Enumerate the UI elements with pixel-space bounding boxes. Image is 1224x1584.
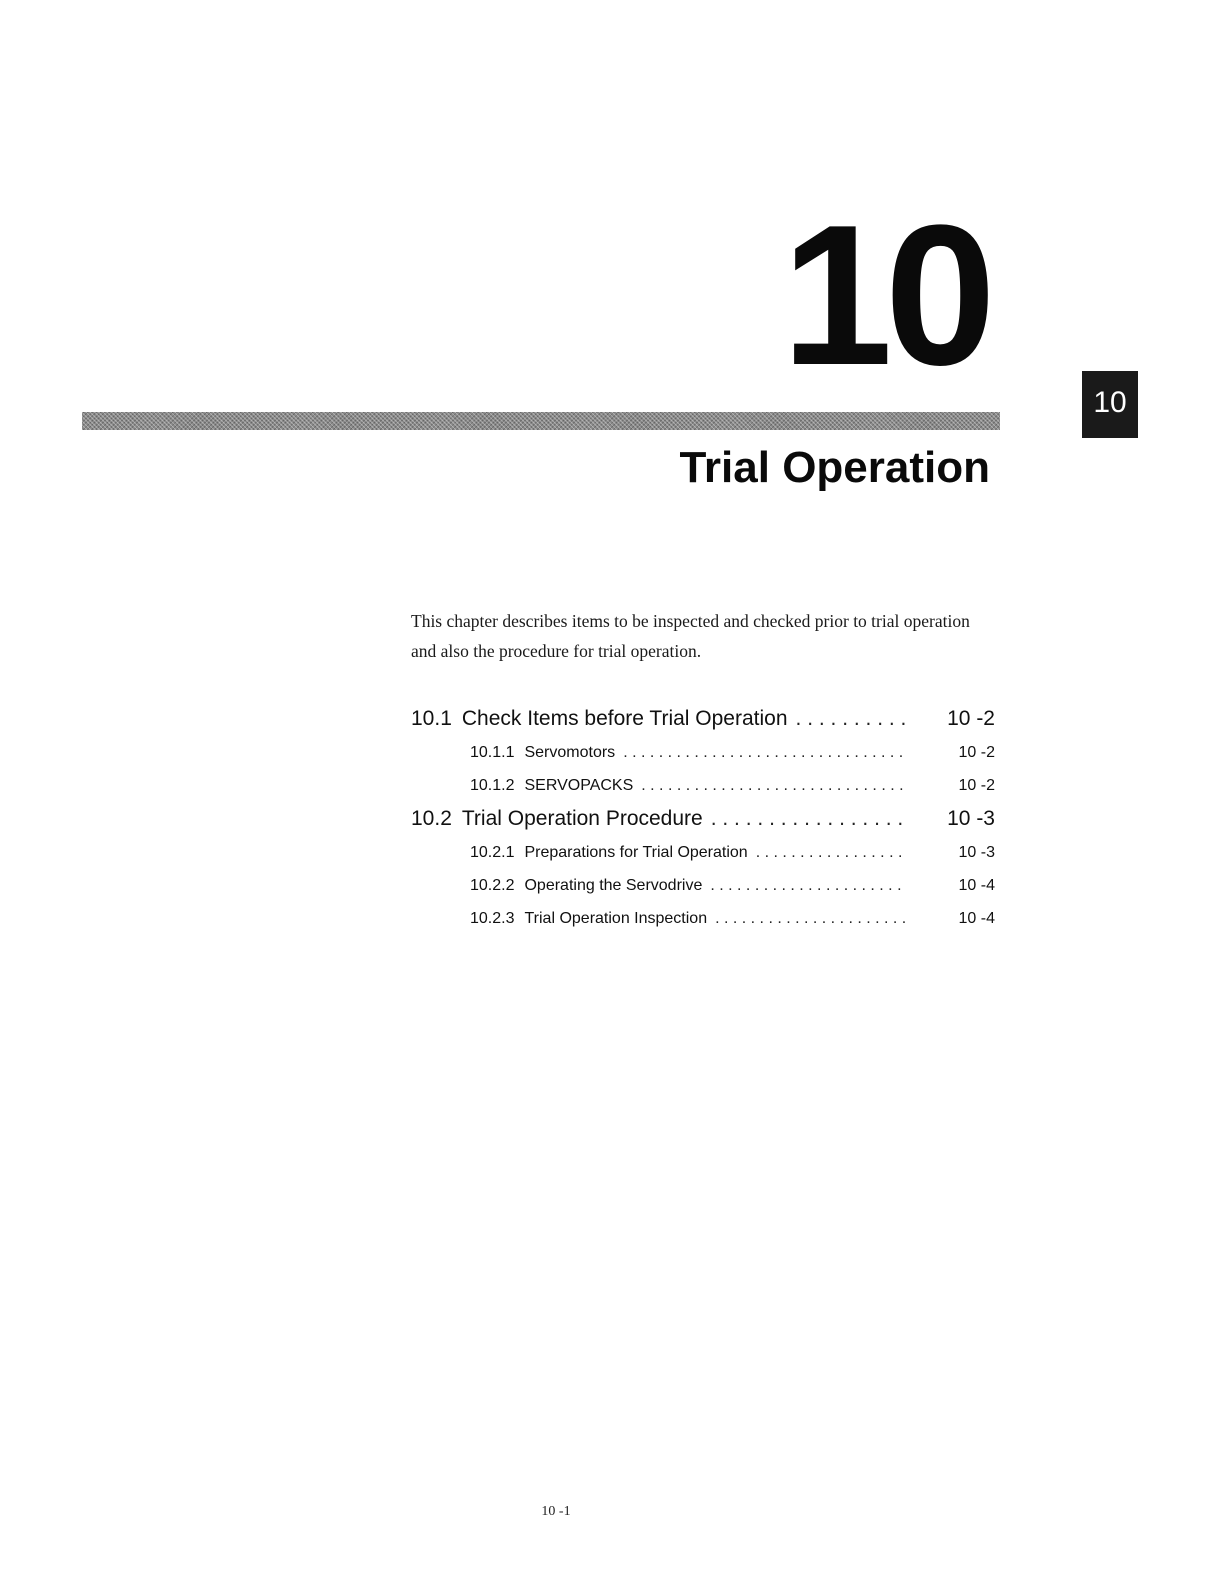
toc-leader-dots xyxy=(796,702,905,736)
toc-section-page: 10 -2 xyxy=(947,707,995,730)
toc-section-label: Check Items before Trial Operation xyxy=(461,707,788,730)
footer-page-number: 10 -1 xyxy=(541,1504,571,1519)
toc-subsection-label: SERVOPACKS xyxy=(524,777,634,794)
toc-subsection-label: Preparations for Trial Operation xyxy=(524,844,748,861)
chapter-divider xyxy=(82,412,1000,430)
chapter-title: Trial Operation xyxy=(679,443,990,492)
toc-subsection-number: 10.1.1 xyxy=(470,744,515,761)
chapter-number: 10 xyxy=(781,184,988,407)
toc-section-page: 10 -3 xyxy=(947,807,995,830)
toc-subsection-10-2-2[interactable] xyxy=(411,869,995,902)
toc-leader-dots xyxy=(715,902,905,935)
toc-subsection-10-2-3[interactable] xyxy=(411,902,995,935)
toc-subsection-label: Trial Operation Inspection xyxy=(524,910,708,927)
toc-section-label: Trial Operation Procedure xyxy=(461,807,703,830)
toc-section-number: 10.1 xyxy=(411,707,452,730)
toc-subsection-number: 10.2.1 xyxy=(470,844,515,861)
chapter-thumb-tab: 10 xyxy=(1082,371,1138,438)
toc-leader-dots xyxy=(756,836,905,869)
table-of-contents xyxy=(411,702,995,935)
chapter-intro: This chapter describes items to be inspected and checked prior to trial operation and also the procedure for trial operation. xyxy=(411,611,970,661)
toc-subsection-10-2-1[interactable] xyxy=(411,836,995,869)
toc-subsection-page: 10 -2 xyxy=(958,777,995,794)
toc-leader-dots xyxy=(710,869,905,902)
toc-section-number: 10.2 xyxy=(411,807,452,830)
toc-subsection-number: 10.2.3 xyxy=(470,910,515,927)
toc-leader-dots xyxy=(641,769,905,802)
toc-subsection-page: 10 -4 xyxy=(958,877,995,894)
toc-section-10-1[interactable] xyxy=(411,702,995,736)
toc-leader-dots xyxy=(623,736,905,769)
toc-section-10-2[interactable] xyxy=(411,802,995,836)
toc-subsection-10-1-2[interactable] xyxy=(411,769,995,802)
toc-subsection-label: Operating the Servodrive xyxy=(524,877,703,894)
toc-subsection-number: 10.2.2 xyxy=(470,877,515,894)
toc-subsection-page: 10 -4 xyxy=(958,910,995,927)
toc-subsection-page: 10 -3 xyxy=(958,844,995,861)
toc-subsection-10-1-1[interactable] xyxy=(411,736,995,769)
toc-subsection-page: 10 -2 xyxy=(958,744,995,761)
toc-leader-dots xyxy=(711,802,905,836)
toc-subsection-number: 10.1.2 xyxy=(470,777,515,794)
toc-subsection-label: Servomotors xyxy=(524,744,616,761)
